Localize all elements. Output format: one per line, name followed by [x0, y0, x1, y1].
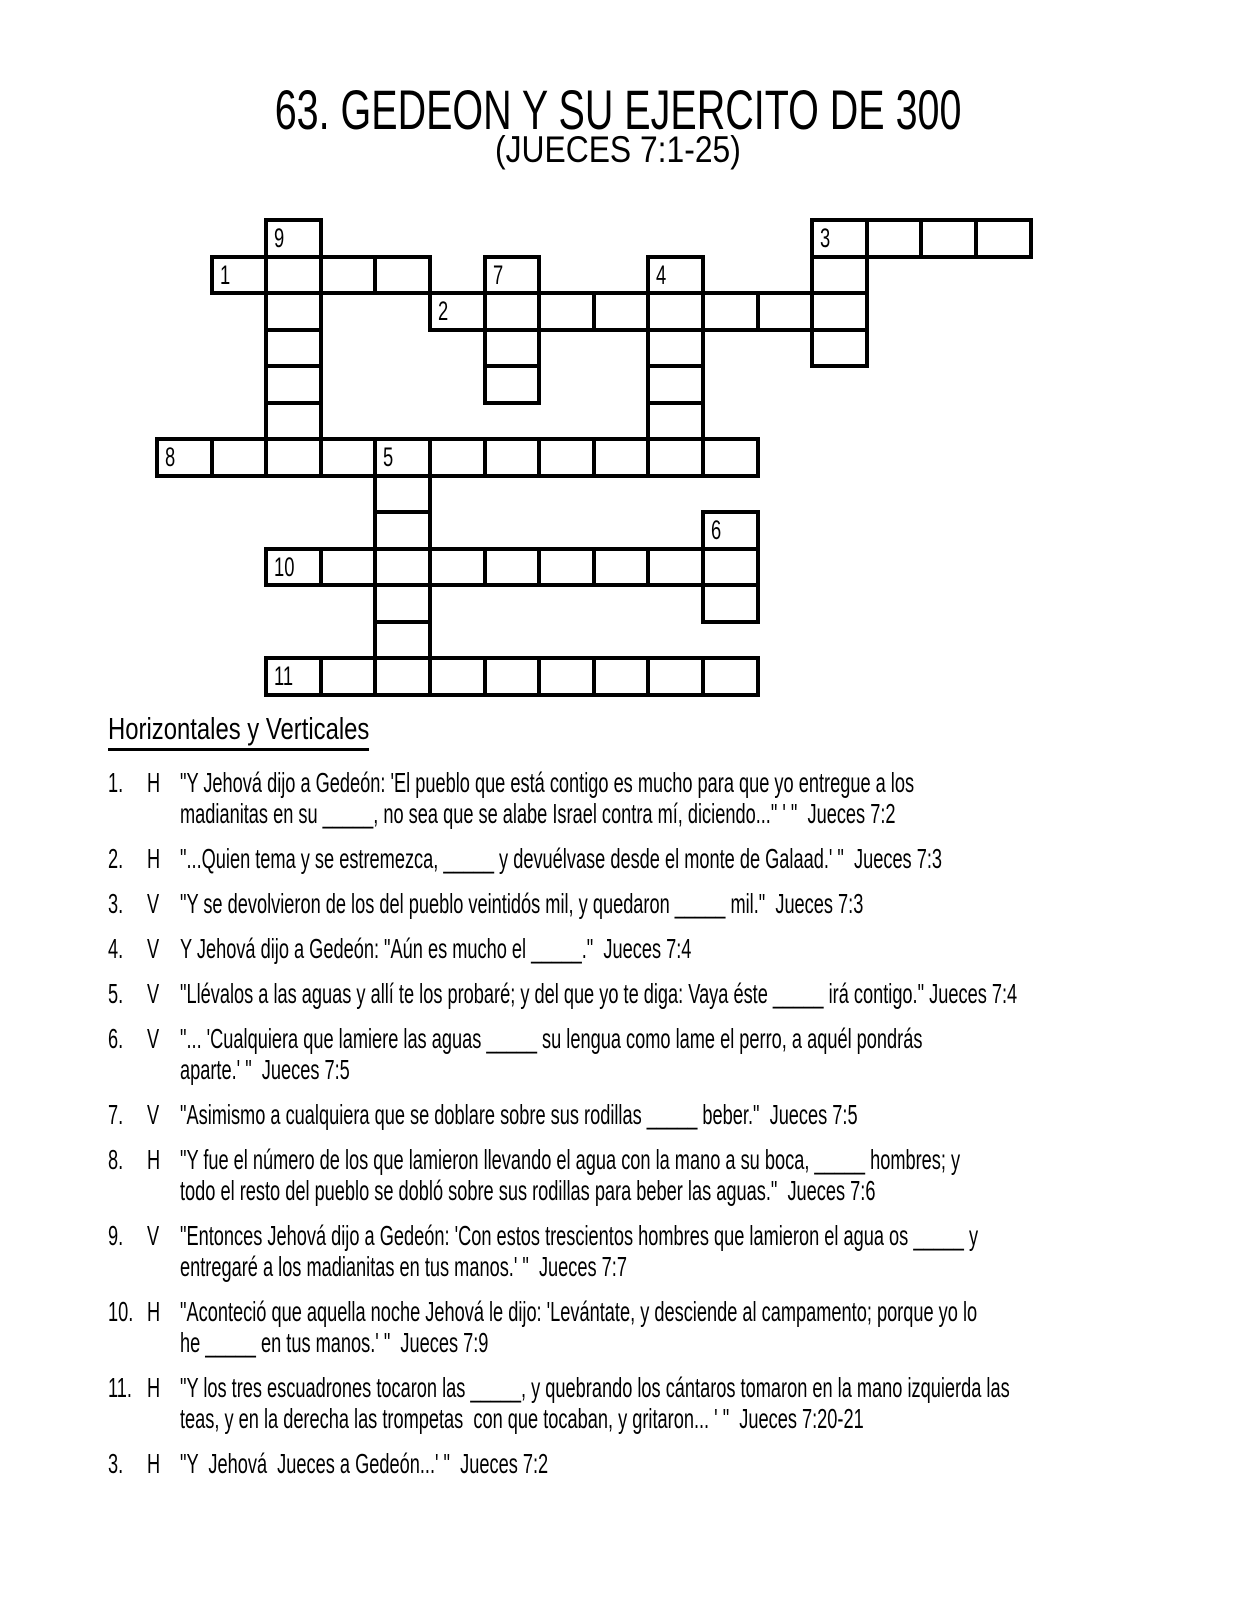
- clue-number-text: 8.: [108, 1144, 124, 1175]
- clue-number: [108, 1099, 131, 1130]
- crossword-cell: [646, 401, 705, 441]
- crossword-cell: [210, 437, 268, 478]
- crossword-cell: [373, 656, 432, 697]
- clue-text-line: entregaré a los madianitas en tus manos.' " Jueces 7:7: [180, 1251, 627, 1282]
- crossword-cell: [264, 364, 323, 405]
- crossword-cell: [264, 437, 323, 478]
- grid-number-text: 2: [438, 296, 449, 326]
- crossword-cell: [264, 218, 323, 259]
- clue-text: [180, 1099, 1220, 1130]
- clue-number: [108, 1448, 131, 1479]
- crossword-cell: [428, 656, 487, 697]
- clue-text-line: madianitas en su _____, no sea que se alabe Israel contra mí, diciendo..." ' " Jueces 7:2: [180, 798, 896, 829]
- clue-item: [100, 888, 1220, 919]
- crossword-cell: [428, 547, 487, 587]
- crossword-cell: [592, 291, 650, 332]
- clue-number: [108, 1144, 131, 1175]
- clue-direction: [147, 888, 166, 919]
- clue-text-line: "Aconteció que aquella noche Jehová le dijo: 'Levántate, y desciende al campamento; porque yo lo: [180, 1296, 978, 1327]
- clue-direction-text: V: [147, 1023, 160, 1054]
- clue-number: [108, 888, 131, 919]
- grid-number-text: 3: [820, 223, 831, 253]
- clue-text: [180, 1144, 1220, 1206]
- clue-number-text: 10.: [108, 1296, 134, 1327]
- clue-direction: [147, 1448, 167, 1479]
- crossword-cell: [319, 437, 377, 478]
- crossword-cell: [865, 218, 923, 259]
- crossword-cell: [210, 255, 268, 295]
- page-subtitle-text: (JUECES 7:1-25): [495, 129, 741, 170]
- crossword-cell: [373, 547, 432, 587]
- clue-item: [100, 1144, 1220, 1206]
- grid-number-label: [493, 262, 508, 289]
- clue-text-line: "... 'Cualquiera que lamiere las aguas _____ su lengua como lame el perro, a aquél pondrás: [180, 1023, 923, 1054]
- clue-direction: [147, 978, 166, 1009]
- clue-text-line: "Asimismo a cualquiera que se doblare sobre sus rodillas _____ beber." Jueces 7:5: [180, 1099, 858, 1130]
- crossword-cell: [373, 620, 432, 660]
- clue-text: [180, 888, 1220, 919]
- clue-direction-text: H: [147, 767, 161, 798]
- crossword-cell: [483, 255, 541, 295]
- clue-text: [180, 933, 1220, 964]
- crossword-cell: [701, 437, 760, 478]
- grid-number-label: [220, 262, 235, 289]
- crossword-cell: [373, 510, 432, 551]
- clue-direction-text: V: [147, 933, 160, 964]
- crossword-cell: [537, 291, 596, 332]
- clue-text: [180, 978, 1220, 1009]
- grid-number-label: [820, 225, 835, 252]
- clue-direction-text: H: [147, 843, 161, 874]
- crossword-cell: [646, 656, 705, 697]
- crossword-cell: [264, 291, 323, 332]
- grid-number-label: [274, 225, 289, 252]
- clue-text: [180, 1296, 1220, 1358]
- grid-number-text: 9: [274, 223, 285, 253]
- clue-direction-text: H: [147, 1144, 161, 1175]
- clue-text-line: Y Jehová dijo a Gedeón: "Aún es mucho el _____." Jueces 7:4: [180, 933, 692, 964]
- page-title-text: 63. GEDEON Y SU EJERCITO DE 300: [274, 78, 962, 141]
- crossword-cell: [483, 656, 541, 697]
- grid-number-text: 5: [383, 442, 394, 472]
- clue-number-text: 9.: [108, 1220, 124, 1251]
- crossword-cell: [537, 547, 596, 587]
- grid-number-text: 8: [165, 442, 176, 472]
- clue-item: [100, 767, 1220, 829]
- clue-direction-text: V: [147, 1220, 160, 1251]
- clues-heading: [108, 712, 1220, 751]
- clue-text: [180, 1372, 1220, 1434]
- clue-direction-text: H: [147, 1296, 161, 1327]
- crossword-cell: [428, 291, 487, 332]
- crossword-cell: [919, 218, 978, 259]
- clue-item: [100, 1099, 1220, 1130]
- crossword-cell: [810, 328, 869, 368]
- crossword-cell: [810, 291, 869, 332]
- clue-direction-text: V: [147, 1099, 160, 1130]
- crossword-cell: [373, 255, 432, 295]
- clue-number: [108, 1372, 145, 1403]
- grid-number-label: [165, 444, 180, 471]
- grid-number-text: 10: [274, 552, 295, 582]
- clue-number: [108, 1220, 131, 1251]
- grid-number-text: 4: [656, 260, 667, 290]
- clue-text-line: "Y se devolvieron de los del pueblo veintidós mil, y quedaron _____ mil." Jueces 7:3: [180, 888, 864, 919]
- crossword-cell: [646, 255, 705, 295]
- clue-direction: [147, 1296, 167, 1327]
- clue-text-line: "Y Jehová Jueces a Gedeón...' " Jueces 7:2: [180, 1448, 549, 1479]
- crossword-cell: [319, 656, 377, 697]
- clue-text-line: "Y Jehová dijo a Gedeón: 'El pueblo que está contigo es mucho para que yo entregue a los: [180, 767, 915, 798]
- clue-direction-text: H: [147, 1372, 161, 1403]
- crossword-cell: [592, 547, 650, 587]
- crossword-cell: [537, 656, 596, 697]
- clue-direction-text: V: [147, 888, 160, 919]
- grid-number-text: 1: [220, 260, 231, 290]
- clue-direction: [147, 767, 167, 798]
- clue-direction: [147, 1099, 166, 1130]
- crossword-cell: [483, 364, 541, 405]
- crossword-cell: [974, 218, 1033, 259]
- crossword-cell: [264, 328, 323, 368]
- crossword-cell: [592, 656, 650, 697]
- crossword-cell: [646, 328, 705, 368]
- clue-direction: [147, 933, 166, 964]
- grid-number-text: 7: [493, 260, 504, 290]
- crossword-cell: [155, 437, 214, 478]
- crossword-cell: [373, 474, 432, 514]
- crossword-cell: [373, 437, 432, 478]
- clue-number-text: 2.: [108, 843, 124, 874]
- clue-direction: [147, 1144, 167, 1175]
- clue-number: [108, 843, 131, 874]
- clue-text: [180, 767, 1220, 829]
- clue-text: [180, 1220, 1220, 1282]
- grid-number-label: [274, 554, 304, 581]
- crossword-cell: [646, 547, 705, 587]
- crossword-cell: [810, 255, 869, 295]
- grid-number-text: 6: [711, 515, 722, 545]
- crossword-cell: [701, 291, 760, 332]
- clue-text-line: "...Quien tema y se estremezca, _____ y devuélvase desde el monte de Galaad.' " Jueces 7:3: [180, 843, 943, 874]
- crossword-cell: [319, 255, 377, 295]
- crossword-cell: [646, 291, 705, 332]
- clue-number: [108, 767, 131, 798]
- clue-item: [100, 978, 1220, 1009]
- clue-direction: [147, 1372, 167, 1403]
- crossword-cell: [373, 583, 432, 624]
- clue-text-line: "Llévalos a las aguas y allí te los probaré; y del que yo te diga: Vaya éste _____ irá contigo." Jueces 7:4: [180, 978, 1018, 1009]
- clue-number: [108, 1296, 147, 1327]
- clue-item: [100, 1372, 1220, 1434]
- crossword-cell: [646, 437, 705, 478]
- clue-number-text: 4.: [108, 933, 124, 964]
- clue-text: [180, 1023, 1220, 1085]
- crossword-cell: [264, 401, 323, 441]
- crossword-cell: [319, 547, 377, 587]
- clue-text-line: "Entonces Jehová dijo a Gedeón: 'Con estos trescientos hombres que lamieron el agua os _____ y: [180, 1220, 979, 1251]
- clue-number-text: 1.: [108, 767, 124, 798]
- clue-item: [100, 1220, 1220, 1282]
- grid-number-label: [656, 262, 671, 289]
- crossword-cell: [428, 437, 487, 478]
- clue-text-line: he _____ en tus manos.' " Jueces 7:9: [180, 1327, 489, 1358]
- clue-item: [100, 1448, 1220, 1479]
- clue-number-text: 3.: [108, 1448, 124, 1479]
- clue-text-line: todo el resto del pueblo se dobló sobre sus rodillas para beber las aguas." Jueces 7:6: [180, 1175, 876, 1206]
- clue-item: [100, 933, 1220, 964]
- clue-number: [108, 978, 131, 1009]
- clue-item: [100, 1023, 1220, 1085]
- clues-section: [100, 712, 1220, 1493]
- crossword-cell: [810, 218, 869, 259]
- clue-number: [108, 1023, 131, 1054]
- clue-number-text: 7.: [108, 1099, 124, 1130]
- clue-number-text: 11.: [108, 1372, 132, 1403]
- crossword-cell: [756, 291, 814, 332]
- grid-number-text: 11: [274, 661, 294, 691]
- clue-item: [100, 843, 1220, 874]
- clue-direction: [147, 1220, 166, 1251]
- clue-text-line: "Y fue el número de los que lamieron llevando el agua con la mano a su boca, _____ hombres; y: [180, 1144, 961, 1175]
- crossword-cell: [264, 255, 323, 295]
- crossword-cell: [701, 510, 760, 551]
- grid-number-label: [383, 444, 398, 471]
- crossword-cell: [483, 328, 541, 368]
- clue-text: [180, 843, 1220, 874]
- crossword-cell: [701, 656, 760, 697]
- clue-text-line: aparte.' " Jueces 7:5: [180, 1054, 350, 1085]
- clue-text-line: "Y los tres escuadrones tocaron las _____, y quebrando los cántaros tomaron en la mano izquierda las: [180, 1372, 1010, 1403]
- crossword-grid: [0, 0, 1236, 700]
- clue-number-text: 3.: [108, 888, 124, 919]
- crossword-cell: [483, 291, 541, 332]
- grid-number-label: [274, 663, 302, 690]
- clue-direction: [147, 843, 167, 874]
- crossword-cell: [646, 364, 705, 405]
- clue-item: [100, 1296, 1220, 1358]
- grid-number-label: [438, 298, 453, 325]
- clues-list: [100, 767, 1220, 1479]
- clue-direction-text: V: [147, 978, 160, 1009]
- crossword-cell: [701, 547, 760, 587]
- crossword-cell: [592, 437, 650, 478]
- clues-heading-text: Horizontales y Verticales: [108, 712, 369, 751]
- clue-text: [180, 1448, 1220, 1479]
- crossword-cell: [537, 437, 596, 478]
- clue-text-line: teas, y en la derecha las trompetas con que tocaban, y gritaron... ' " Jueces 7:20-21: [180, 1403, 864, 1434]
- crossword-cell: [701, 583, 760, 624]
- clue-number: [108, 933, 131, 964]
- crossword-cell: [483, 547, 541, 587]
- clue-direction-text: H: [147, 1448, 161, 1479]
- clue-number-text: 6.: [108, 1023, 124, 1054]
- clue-number-text: 5.: [108, 978, 124, 1009]
- crossword-cell: [483, 437, 541, 478]
- clue-direction: [147, 1023, 166, 1054]
- grid-number-label: [711, 517, 726, 544]
